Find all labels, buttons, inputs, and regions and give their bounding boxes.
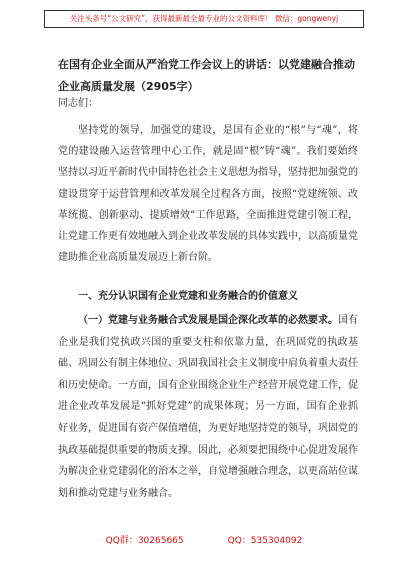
section-heading: 一、充分认识国有企业党建和业务融合的价值意义: [78, 291, 298, 302]
section-body: [58, 310, 358, 504]
intro-body: [58, 120, 358, 268]
salutation: 同志们：: [58, 98, 98, 109]
sub-paragraph: 国有企业是我们党执政兴国的重要支柱和依靠力量，在巩固党的执政基础、巩固公有制主体地位、巩固我国社会主义制度中肩负着重大责任和历史使命。一方面，国有企业围绕企业生产经营开展党建工作，促进企业改革发展是“抓好党建”的成果体现；另一方面，国有企业抓好业务，促进国有资产保值增值，为更好地坚持党的领导，巩固党的执政基础提供重要的物质支撑。因此，必须要把围绕中心促进发展作为解决企业党建弱化的治本之举，自觉增强融合理念，以更高站位谋划和推动党建与业务融合。: [58, 315, 358, 499]
footer: [0, 533, 408, 546]
qq-text: QQ：535304092: [227, 536, 303, 546]
document-title: 在国有企业全面从严治党工作会议上的讲话：以党建融合推动企业高质量发展（2905字）: [58, 58, 355, 93]
paragraph: 坚持党的领导，加强党的建设，是国有企业的“根”与“魂”，将党的建设融入运营管理中心工作，就是固“根”铸“魂”。我们要始终坚持以习近平新时代中国特色社会主义思想为指导，坚持把加强党的建设贯穿于运营管理和改革发展全过程各方面，按照“党建统领、改革统揽、创新驱动、提质增效”工作思路，全面推进党建引领工程，让党建工作更有效地融入到企业改革发展的具体实践中，以高质量党建助推企业高质量发展迈上新台阶。: [58, 125, 358, 264]
qq-group-text: QQ群：30265665: [105, 536, 184, 546]
paragraph: [58, 310, 358, 504]
sub-heading: （一）党建与业务融合式发展是国企深化改革的必然要求。: [78, 315, 338, 326]
header-banner: 关注头条号“公文研究”，获得最新最全最专业的公文资料库！ 微信：gongwenyj: [44, 10, 364, 28]
